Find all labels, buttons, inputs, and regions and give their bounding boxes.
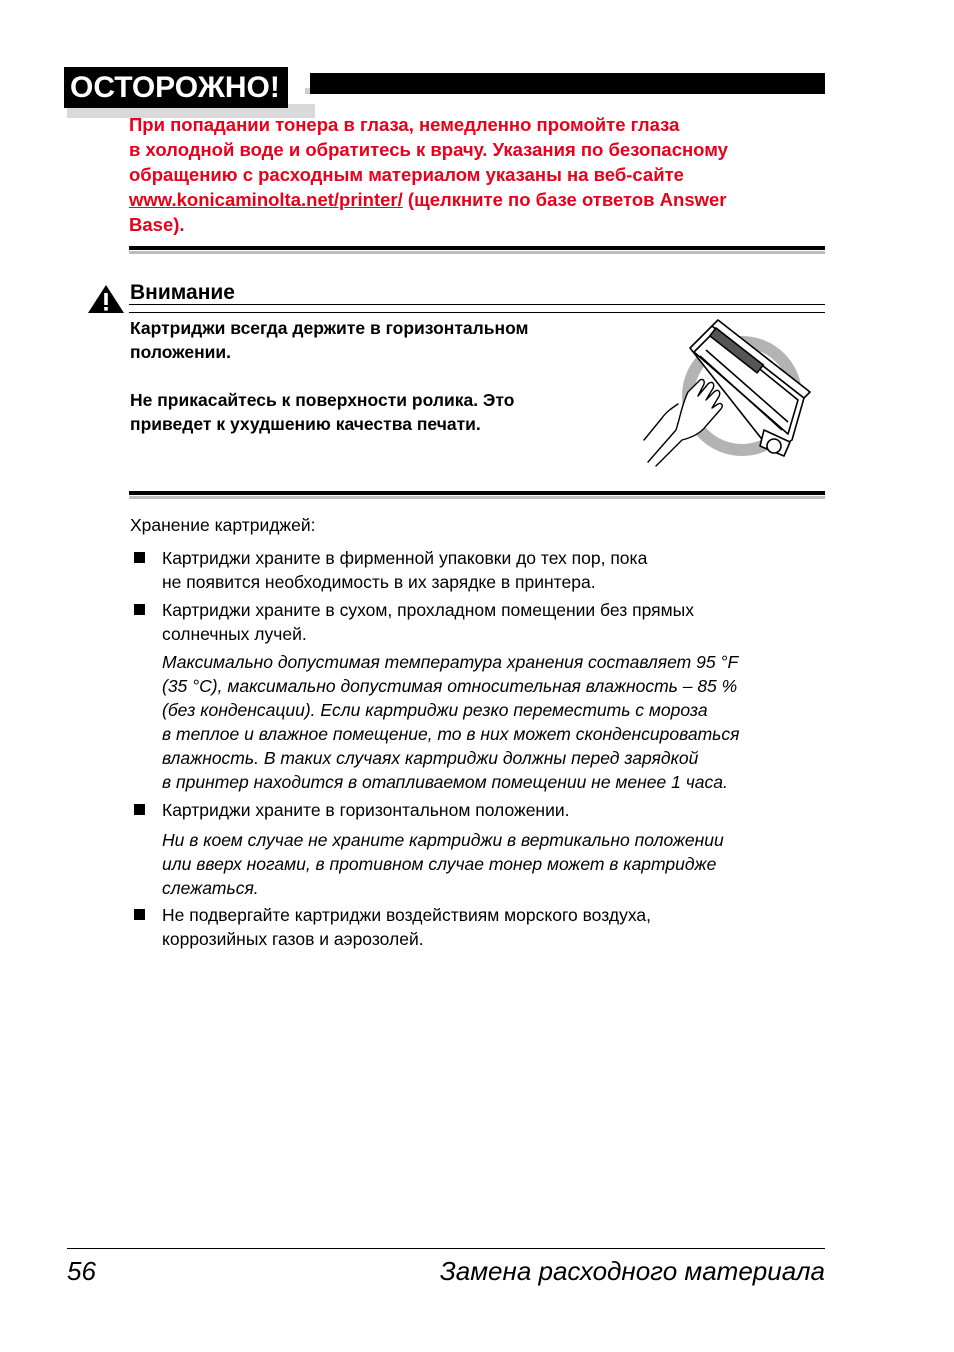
note-line: (без конденсации). Если картриджи резко переместить с мороза	[162, 700, 708, 720]
bullet-line: коррозийных газов и аэрозолей.	[162, 929, 424, 949]
note-line: слежаться.	[162, 878, 259, 898]
caution-line: Base).	[129, 214, 185, 235]
bullet-item-2	[162, 598, 694, 646]
note-rule-top	[129, 304, 825, 305]
bullet-marker	[134, 909, 145, 920]
note-paragraph-1	[130, 316, 630, 364]
bullet-item-3: Картриджи храните в горизонтальном положении.	[162, 800, 570, 820]
bullet-item-4	[162, 903, 651, 951]
note-bottom-rule	[129, 491, 825, 495]
bullet-line: Картриджи храните в сухом, прохладном помещении без прямых	[162, 600, 694, 620]
bullet-2-note	[162, 650, 739, 794]
caution-line: обращению с расходным материалом указаны на веб-сайте	[129, 164, 684, 185]
note-line: положении.	[130, 342, 232, 362]
caution-line: При попадании тонера в глаза, немедленно промойте глаза	[129, 114, 680, 135]
page-number: 56	[67, 1256, 96, 1286]
section-title: Замена расходного материала	[439, 1256, 825, 1286]
note-line: или вверх ногами, в противном случае тонер может в картридже	[162, 854, 717, 874]
note-line: в теплое и влажное помещение, то в них может сконденсироваться	[162, 724, 740, 744]
bullet-line: Картриджи храните в фирменной упаковки до тех пор, пока	[162, 548, 648, 568]
note-bottom-rule-shadow	[129, 496, 825, 499]
note-line: Не прикасайтесь к поверхности ролика. Это	[130, 390, 515, 410]
cartridge-illustration	[642, 318, 822, 468]
bullet-line: солнечных лучей.	[162, 624, 307, 644]
konicaminolta-link[interactable]: www.konicaminolta.net/printer/	[129, 189, 403, 210]
caution-text	[129, 112, 809, 237]
caution-header-bar	[310, 73, 825, 94]
warning-triangle-icon	[86, 283, 126, 315]
bullet-line: Не подвергайте картриджи воздействиям морского воздуха,	[162, 905, 651, 925]
caution-line: в холодной воде и обратитесь к врачу. Указания по безопасному	[129, 139, 728, 160]
note-title: Внимание	[130, 281, 235, 304]
caution-bottom-rule-shadow	[129, 251, 825, 254]
note-line: Картриджи всегда держите в горизонтальном	[130, 318, 529, 338]
note-line: в принтер находится в отапливаемом помещении не менее 1 часа.	[162, 772, 728, 792]
bullet-marker	[134, 552, 145, 563]
bullet-marker	[134, 804, 145, 815]
note-line: Максимально допустимая температура хранения составляет 95 °F	[162, 652, 739, 672]
note-paragraph-2	[130, 388, 630, 436]
caution-after-link: (щелкните по базе ответов Answer	[402, 189, 727, 210]
caution-line-link	[129, 187, 809, 212]
footer-rule	[67, 1248, 825, 1249]
note-line: Ни в коем случае не храните картриджи в вертикально положении	[162, 830, 724, 850]
note-rule-bottom	[129, 312, 825, 313]
note-line: влажность. В таких случаях картриджи должны перед зарядкой	[162, 748, 699, 768]
bullet-marker	[134, 604, 145, 615]
bullet-line: не появится необходимость в их зарядке в принтера.	[162, 572, 596, 592]
caution-bottom-rule	[129, 246, 825, 250]
note-line: (35 °C), максимально допустимая относительная влажность – 85 %	[162, 676, 738, 696]
bullet-3-note	[162, 828, 724, 900]
caution-title: ОСТОРОЖНО!	[64, 67, 288, 108]
bullet-item-1	[162, 546, 647, 594]
note-line: приведет к ухудшению качества печати.	[130, 414, 481, 434]
storage-intro: Хранение картриджей:	[130, 515, 316, 535]
